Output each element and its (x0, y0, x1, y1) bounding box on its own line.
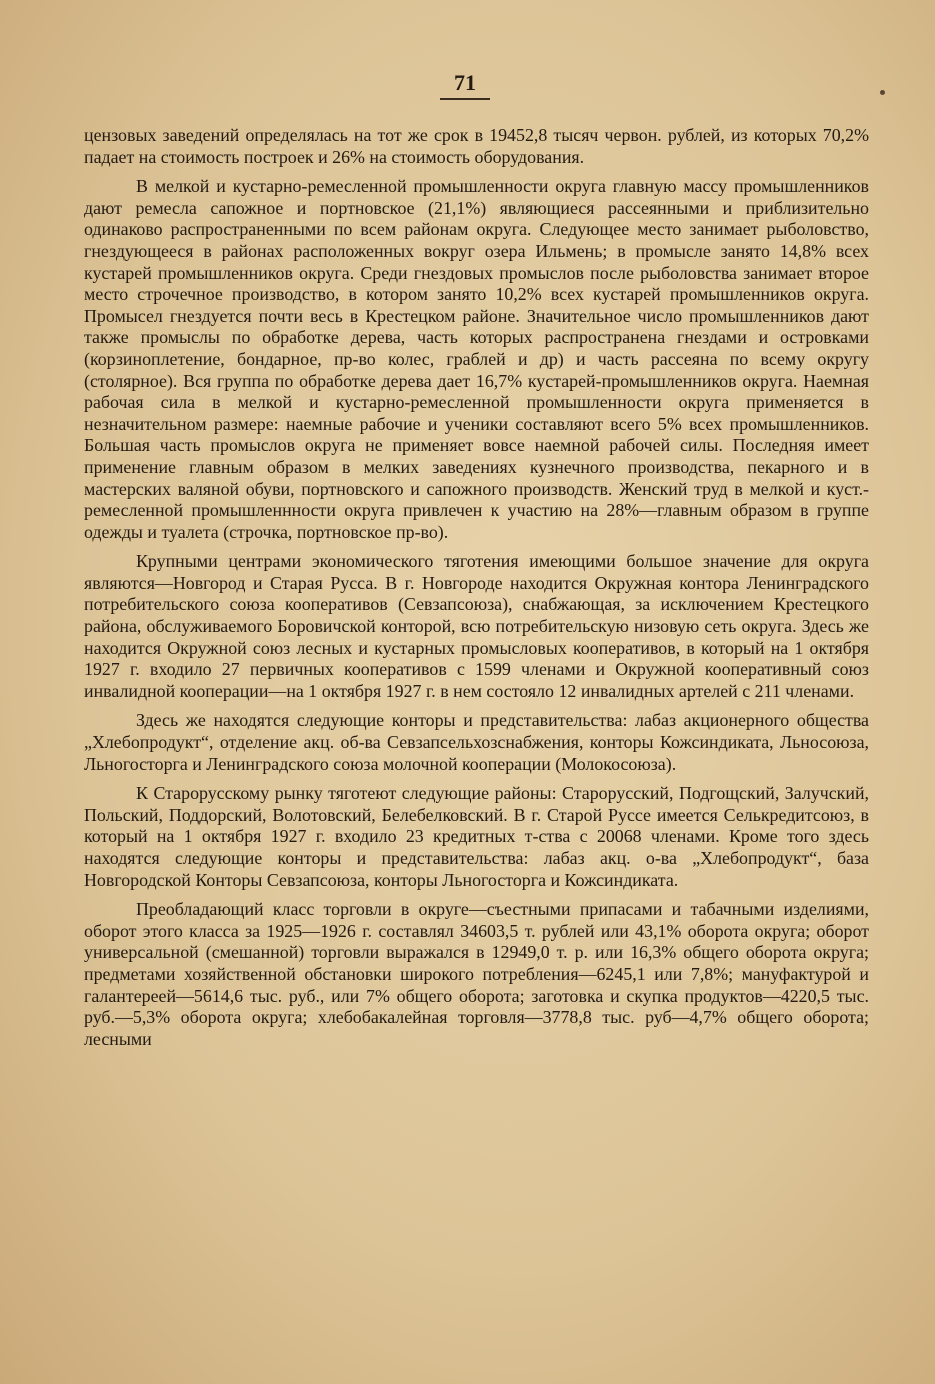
page-body (84, 125, 869, 1058)
paragraph-small-industry: В мелкой и кустарно-ремесленной промышленности округа главную массу промышленников дают ремесла сапожное и портновское (21,1%) являющиеся рассеянными и приблизительно одинаково распространенными по всем районам округа. Следующее место занимает рыболовство, гнездующееся в районах расположенных вокруг озера Ильмень; в промысле занято 14,8% всех кустарей промышленников округа. Среди гнездовых промыслов после рыболовства занимает второе место строчечное производство, в котором занято 10,2% всех кустарей промышленников округа. Промысел гнездуется почти весь в Крестецком районе. Значительное число промышленников дают также промыслы по обработке дерева, часть которых распространена гнездами и островками (корзиноплетение, бондарное, пр-во колес, граблей и др) и часть рассеяна по всему округу (столярное). Вся группа по обработке дерева дает 16,7% кустарей-промышленников округа. Наемная рабочая сила в мелкой и кустарно-ремесленной промышленности округа применяется в незначительном размере: наемные рабочие и ученики составляют всего 5% всех промышленников. Большая часть промыслов округа не применяет вовсе наемной рабочей силы. Последняя имеет применение главным образом в мелких заведениях кузнечного производства, пекарного и в мастерских валяной обуви, портновского и сапожного производств. Женский труд в мелкой и куст.-ремесленной промышленнности округа привлечен к участию на 28%—главным образом в группе одежды и туалета (строчка, портновское пр-во). (84, 176, 869, 542)
page-number: 71 (440, 70, 490, 100)
ink-speck (880, 90, 885, 95)
paragraph-continuation: цензовых заведений определялась на тот же срок в 19452,8 тысяч червон. рублей, из которых 70,2% падает на стоимость построек и 26% на стоимость оборудования. (84, 125, 869, 167)
paragraph-trade: Преобладающий класс торговли в округе—съестными припасами и табачными изделиями, оборот этого класса за 1925—1926 г. составлял 34603,5 т. рублей или 43,1% оборота округа; оборот универсальной (смешанной) торговли выражался в 12949,0 т. р. или 16,3% общего оборота округа; предметами хозяйственной обстановки широкого потребления—6245,1 или 7,8%; мануфактурой и галантереей—5614,6 тыс. руб., или 7% общего оборота; заготовка и скупка продуктов—4220,5 тыс. руб.—5,3% оборота округа; хлебобакалейная торговля—3778,8 тыс. руб—4,7% общего оборота; лесными (84, 899, 869, 1049)
paragraph-economic-centers: Крупными центрами экономического тяготения имеющими большое значение для округа являются—Новгород и Старая Русса. В г. Новгороде находится Окружная контора Ленинградского потребительского союза кооперативов (Севзапсоюза), снабжающая, за исключением Крестецкого района, обслуживаемого Боровичской конторой, всю потребительскую низовую сеть округа. Здесь же находится Окружной союз лесных и кустарных промысловых кооперативов, в который на 1 октября 1927 г. входило 27 первичных кооперативов с 1599 членами и Окружной кооперативный союз инвалидной кооперации—на 1 октября 1927 г. в нем состояло 12 инвалидных артелей с 211 членами. (84, 551, 869, 701)
paragraph-offices-novgorod: Здесь же находятся следующие конторы и представительства: лабаз акционерного общества „Хлебопродукт“, отделение акц. об-ва Севзапсельхозснабжения, конторы Кожсиндиката, Льносоюза, Льногосторга и Ленинградского союза молочной кооперации (Молокосоюза). (84, 710, 869, 774)
paragraph-staraya-russa: К Старорусскому рынку тяготеют следующие районы: Старорусский, Подгощский, Залучский, Польский, Поддорский, Волотовский, Белебелковский. В г. Старой Руссе имеется Селькредитсоюз, в который на 1 октября 1927 г. входило 23 кредитных т-ства с 20068 членами. Кроме того здесь находятся следующие конторы и представительства: лабаз акц. о-ва „Хлебопродукт“, база Новгородской Конторы Севзапсоюза, конторы Льногосторга и Кожсиндиката. (84, 783, 869, 890)
